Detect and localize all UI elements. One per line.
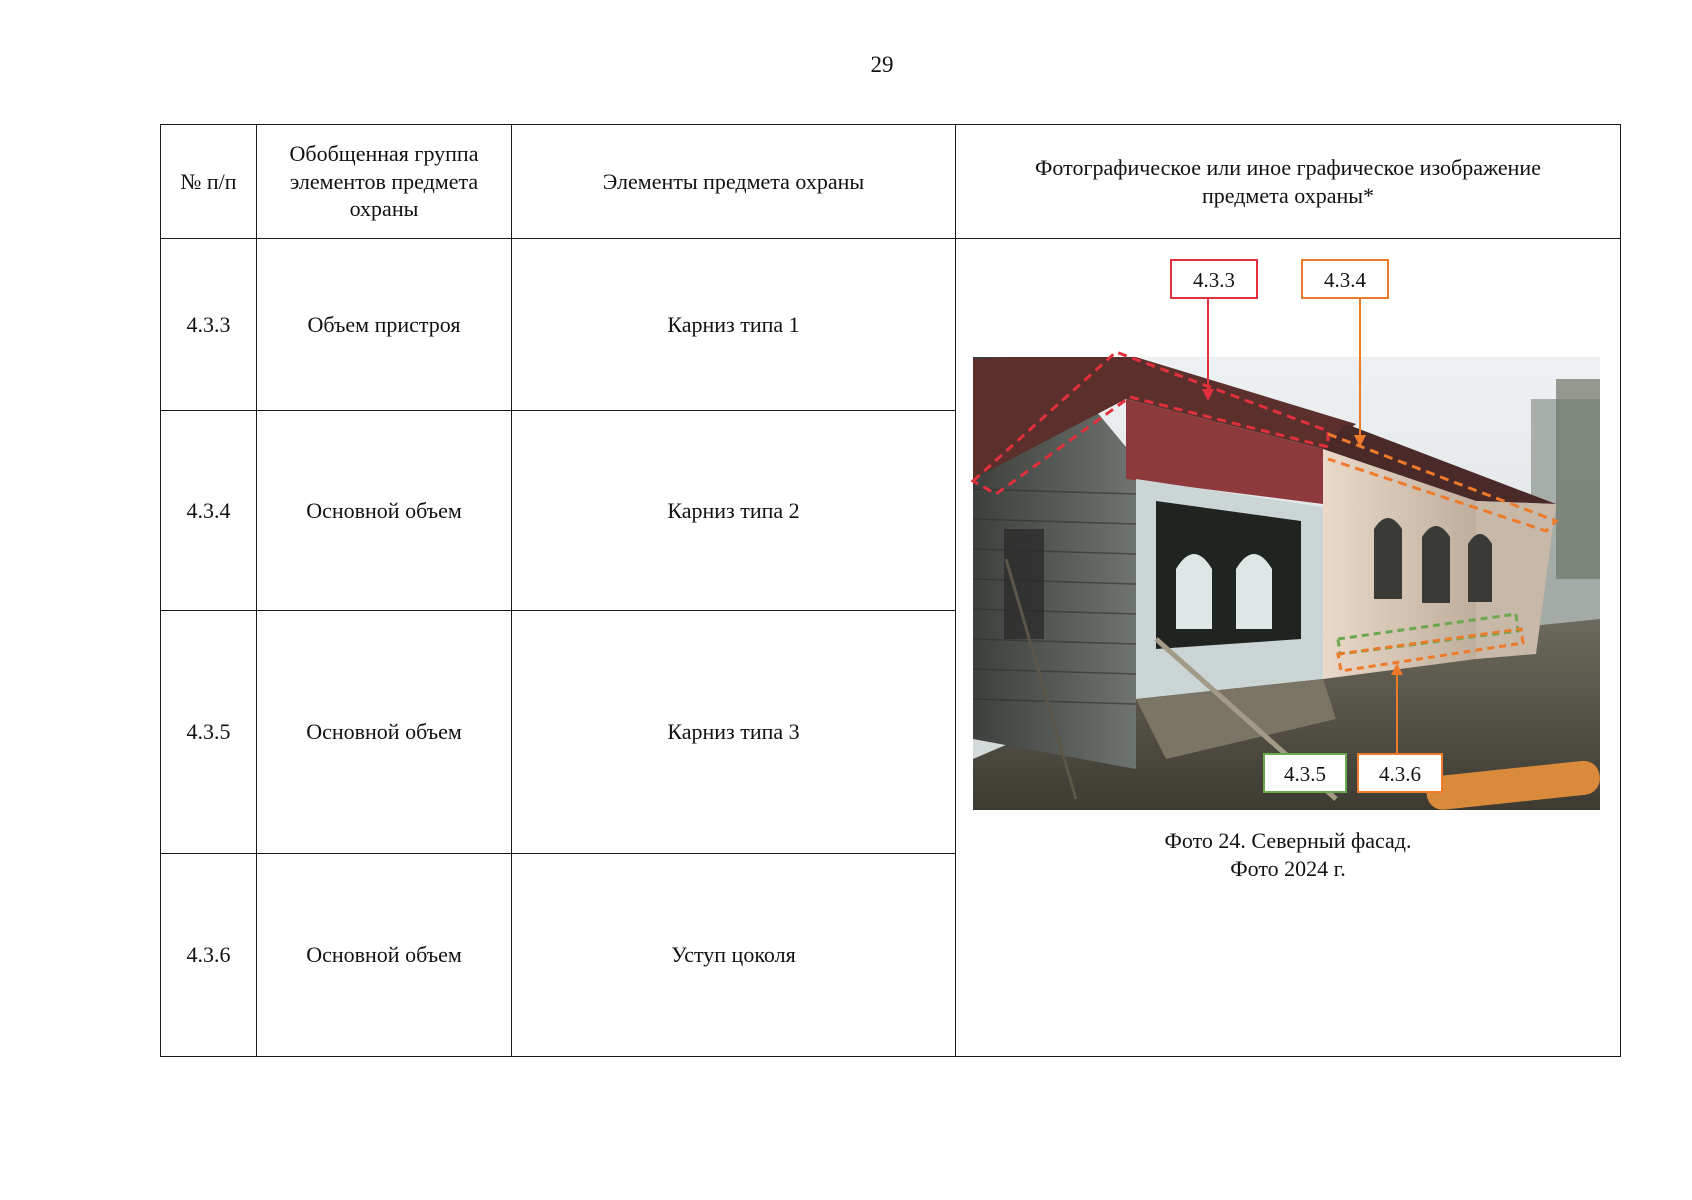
callout-436: 4.3.6 (1357, 753, 1443, 793)
row-group: Объем пристроя (257, 239, 512, 411)
header-group: Обобщенная группа элементов предмета охраны (257, 125, 512, 239)
row-element: Карниз типа 3 (512, 611, 956, 854)
photo-caption (956, 827, 1620, 883)
callout-435: 4.3.5 (1263, 753, 1347, 793)
row-element: Карниз типа 1 (512, 239, 956, 411)
caption-line-2: Фото 2024 г. (1230, 856, 1346, 881)
table-row (161, 239, 1621, 411)
photo-figure (956, 239, 1620, 1056)
facade-photo (956, 239, 1621, 1055)
page-number: 29 (870, 52, 894, 77)
header-image: Фотографическое или иное графическое изображение предмета охраны* (956, 125, 1621, 239)
row-num: 4.3.6 (161, 854, 257, 1057)
caption-line-1: Фото 24. Северный фасад. (1164, 828, 1412, 853)
callout-434: 4.3.4 (1301, 259, 1389, 299)
row-group: Основной объем (257, 411, 512, 611)
row-group: Основной объем (257, 611, 512, 854)
header-num: № п/п (161, 125, 257, 239)
header-elements: Элементы предмета охраны (512, 125, 956, 239)
row-num: 4.3.4 (161, 411, 257, 611)
callout-433: 4.3.3 (1170, 259, 1258, 299)
row-element: Карниз типа 2 (512, 411, 956, 611)
row-num: 4.3.3 (161, 239, 257, 411)
row-group: Основной объем (257, 854, 512, 1057)
protection-table (160, 124, 1621, 1057)
row-num: 4.3.5 (161, 611, 257, 854)
table-header-row (161, 125, 1621, 239)
photo-cell (956, 239, 1621, 1057)
row-element: Уступ цоколя (512, 854, 956, 1057)
